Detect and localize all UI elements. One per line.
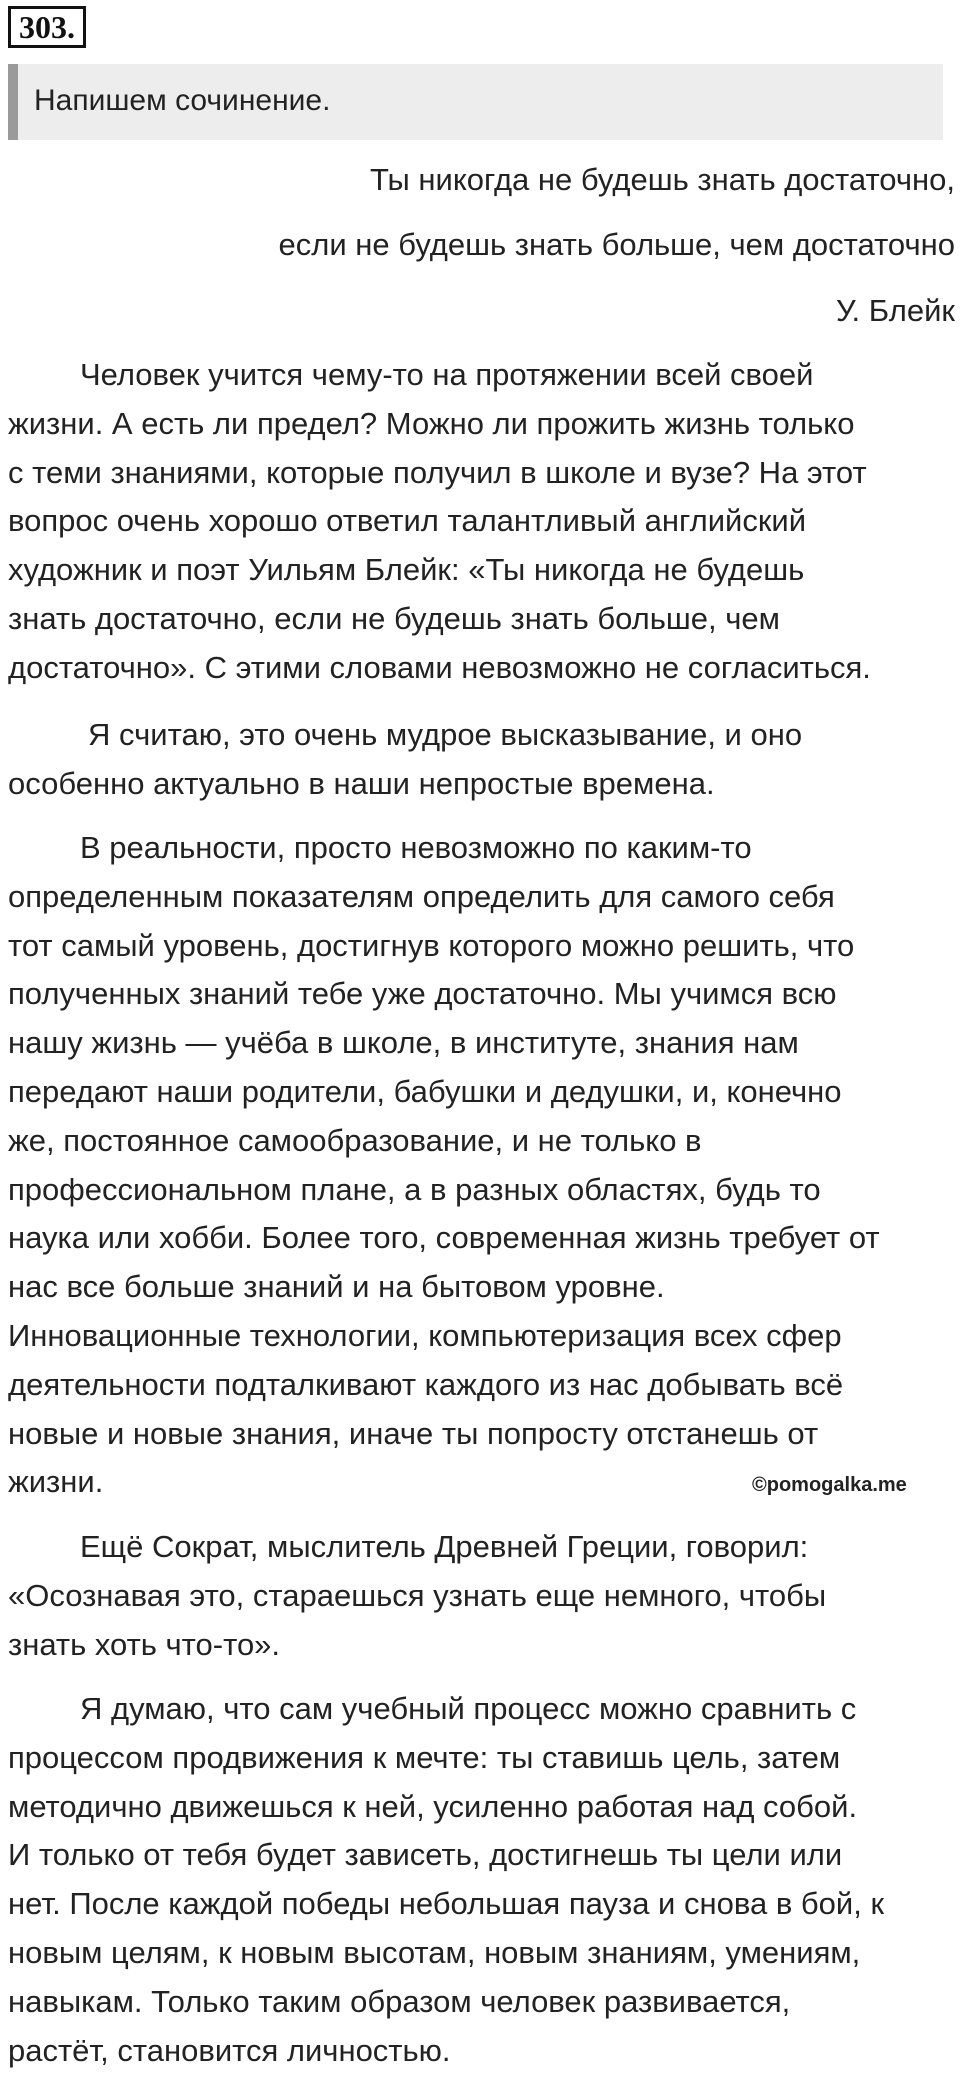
paragraph-line: И только от тебя будет зависеть, достигнешь ты цели или bbox=[8, 1837, 843, 1873]
essay-paragraph bbox=[8, 711, 948, 809]
paragraph-line: знать хоть что-то». bbox=[8, 1626, 281, 1662]
paragraph-line: нас все больше знаний и на бытовом уровне. bbox=[8, 1269, 665, 1305]
epigraph-line: если не будешь знать больше, чем достаточно bbox=[278, 227, 955, 262]
paragraph-line: Инновационные технологии, компьютеризация всех сфер bbox=[8, 1317, 842, 1353]
paragraph-line: методично движешься к ней, усиленно работая над собой. bbox=[8, 1788, 858, 1824]
epigraph-author: У. Блейк bbox=[835, 293, 955, 328]
paragraph-line: Ещё Сократ, мыслитель Древней Греции, говорил: bbox=[80, 1529, 809, 1564]
essay-paragraph bbox=[8, 351, 948, 693]
paragraph-line: растёт, становится личностью. bbox=[8, 2032, 451, 2068]
task-banner bbox=[8, 64, 943, 140]
task-number: 303. bbox=[19, 9, 75, 45]
paragraph-line: навыкам. Только таким образом человек развивается, bbox=[8, 1983, 791, 2019]
essay-paragraph bbox=[8, 824, 948, 1507]
paragraph-line: жизни. bbox=[8, 1464, 104, 1500]
paragraph-line: Я думаю, что сам учебный процесс можно сравнить с bbox=[80, 1691, 857, 1726]
paragraph-line: с теми знаниями, которые получил в школе и вузе? На этот bbox=[8, 454, 867, 490]
paragraph-line: В реальности, просто невозможно по каким-то bbox=[80, 830, 752, 865]
paragraph-line: особенно актуально в наши непростые времена. bbox=[8, 765, 715, 801]
paragraph-line: тот самый уровень, достигнув которого можно решить, что bbox=[8, 927, 855, 963]
paragraph-line: вопрос очень хорошо ответил талантливый английский bbox=[8, 503, 807, 539]
paragraph-line: нет. После каждой победы небольшая пауза и снова в бой, к bbox=[8, 1886, 885, 1922]
paragraph-line: достаточно». С этими словами невозможно не согласиться. bbox=[8, 649, 871, 685]
paragraph-line: «Осознавая это, стараешься узнать еще немного, чтобы bbox=[8, 1577, 827, 1613]
paragraph-line: новые и новые знания, иначе ты попросту отстанешь от bbox=[8, 1415, 819, 1451]
paragraph-line: жизни. А есть ли предел? Можно ли прожить жизнь только bbox=[8, 405, 855, 441]
watermark: ©pomogalka.me bbox=[752, 1474, 907, 1496]
paragraph-line: деятельности подталкивают каждого из нас добывать всё bbox=[8, 1366, 844, 1402]
paragraph-line: определенным показателям определить для самого себя bbox=[8, 878, 835, 914]
paragraph-line: Я считаю, это очень мудрое высказывание, и оно bbox=[88, 717, 803, 752]
epigraph-line: Ты никогда не будешь знать достаточно, bbox=[369, 162, 955, 197]
banner-text: Напишем сочинение. bbox=[34, 84, 331, 117]
paragraph-line: же, постоянное самообразование, и не только в bbox=[8, 1122, 702, 1158]
essay-paragraph bbox=[8, 1685, 948, 2075]
paragraph-line: полученных знаний тебе уже достаточно. Мы учимся всю bbox=[8, 976, 837, 1012]
paragraph-line: профессиональном плане, а в разных областях, будь то bbox=[8, 1171, 821, 1207]
paragraph-line: художник и поэт Уильям Блейк: «Ты никогда не будешь bbox=[8, 552, 805, 588]
paragraph-line: процессом продвижения к мечте: ты ставишь цель, затем bbox=[8, 1739, 841, 1775]
paragraph-line: наука или хобби. Более того, современная жизнь требует от bbox=[8, 1220, 880, 1256]
paragraph-line: Человек учится чему-то на протяжении всей своей bbox=[80, 357, 814, 392]
paragraph-line: знать достаточно, если не будешь знать больше, чем bbox=[8, 600, 780, 636]
paragraph-line: передают наши родители, бабушки и дедушки, и, конечно bbox=[8, 1073, 842, 1109]
paragraph-line: нашу жизнь — учёба в школе, в институте, знания нам bbox=[8, 1025, 799, 1061]
essay-paragraph bbox=[8, 1523, 948, 1669]
paragraph-line: новым целям, к новым высотам, новым знаниям, умениям, bbox=[8, 1934, 861, 1970]
task-number-box bbox=[8, 6, 86, 48]
